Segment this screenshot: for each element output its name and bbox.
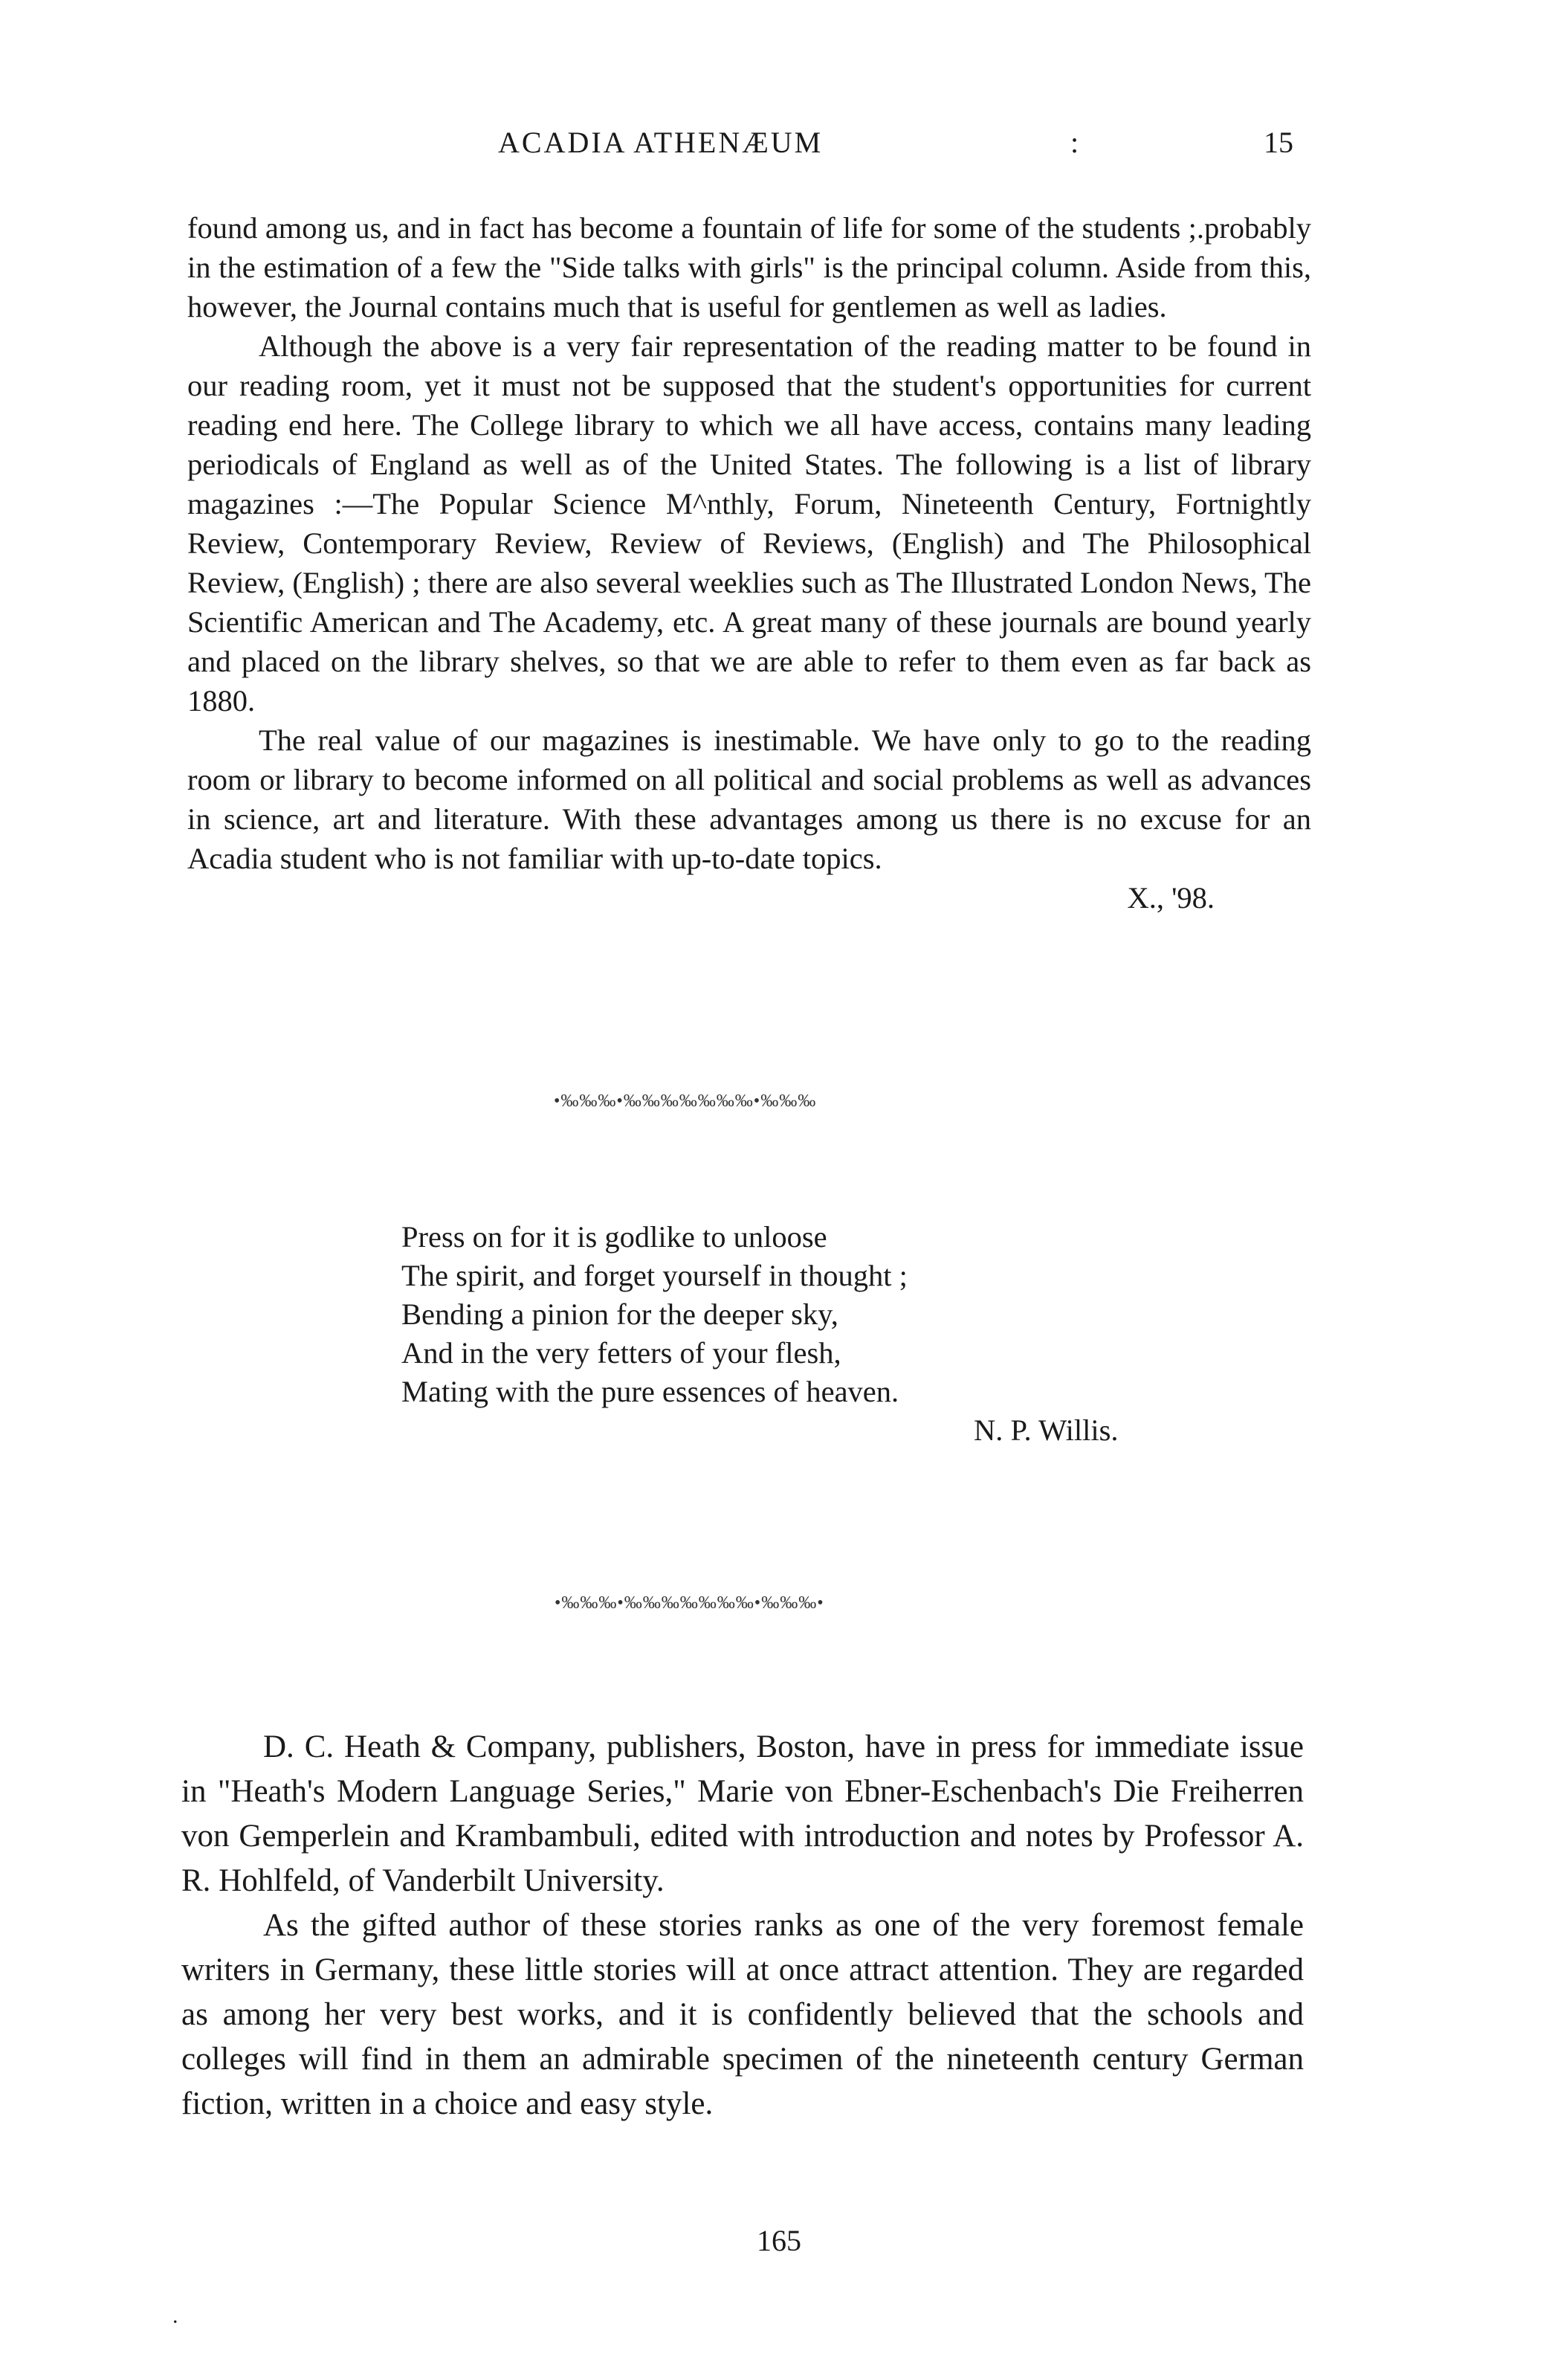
poem-line: And in the very fetters of your flesh, bbox=[401, 1336, 841, 1370]
header-mark: : bbox=[1070, 126, 1079, 159]
folio-number: 165 bbox=[757, 2224, 801, 2257]
section-ornament-1: •‰‰‰•‰‰‰‰‰‰‰•‰‰‰ bbox=[554, 1091, 817, 1111]
article-paragraph-3-row bbox=[187, 720, 1311, 878]
article-paragraph-3: The real value of our magazines is inestimable. We have only to go to the reading room or library to become informed on all political and social problems as well as advances in science, art and literature. With these advantages among us there is no excuse for an Acadia student who is not familiar with up-to-date topics. bbox=[187, 723, 1311, 875]
notice-paragraph-1: D. C. Heath & Company, publishers, Boston, have in press for immediate issue in "Heath's Modern Language Series," Marie von Ebner-Eschenbach's Die Freiherren von Gemperlein and Krambambuli, edited with introduction and notes by Professor A. R. Hohlfeld, of Vanderbilt University. bbox=[181, 1729, 1304, 1898]
journal-title: ACADIA ATHENÆUM bbox=[498, 126, 824, 159]
article-text bbox=[187, 208, 1311, 918]
poem bbox=[401, 1218, 1219, 1450]
poem-attribution: N. P. Willis. bbox=[974, 1413, 1119, 1447]
article-paragraph-1: found among us, and in fact has become a fountain of life for some of the students ;.probably in the estimation of a few the "Side talks with girls" is the principal column. Aside from this, however, the Journal contains much that is useful for gentlemen as well as ladies. bbox=[187, 211, 1311, 323]
poem-line: Mating with the pure essences of heaven. bbox=[401, 1375, 899, 1408]
stray-mark: . bbox=[172, 2303, 178, 2328]
notice-paragraph-2: As the gifted author of these stories ranks as one of the very foremost female writers in Germany, these little stories will at once attract attention. They are regarded as among her very best works, and it is confidently believed that the schools and colleges will find in them an admirable specimen of the nineteenth century German fiction, written in a choice and easy style. bbox=[181, 1908, 1304, 2121]
article-paragraph-2: Although the above is a very fair representation of the reading matter to be found in our reading room, yet it must not be supposed that the student's opportunities for current reading end here. The College library to which we all have access, contains many leading periodicals of England as well as of the United States. The following is a list of library magazines :—The Popular Science M^nthly, Forum, Nineteenth Century, Fortnightly Review, Contemporary Review, Review of Reviews, (English) and The Philosophical Review, (English) ; there are also several weeklies such as The Illustrated London News, The Scientific American and The Academy, etc. A great many of these journals are bound yearly and placed on the library shelves, so that we are able to refer to them even as far back as 1880. bbox=[187, 329, 1311, 717]
poem-line: The spirit, and forget yourself in thought ; bbox=[401, 1259, 908, 1292]
article-signature: X., '98. bbox=[1127, 881, 1215, 915]
section-ornament-2: •‰‰‰•‰‰‰‰‰‰‰•‰‰‰• bbox=[555, 1593, 824, 1613]
publisher-notice bbox=[181, 1725, 1304, 2126]
poem-line: Press on for it is godlike to unloose bbox=[401, 1220, 827, 1254]
signature-row bbox=[187, 878, 1311, 918]
running-head bbox=[0, 125, 1558, 170]
poem-line: Bending a pinion for the deeper sky, bbox=[401, 1297, 838, 1331]
page-number: 15 bbox=[1264, 126, 1293, 159]
